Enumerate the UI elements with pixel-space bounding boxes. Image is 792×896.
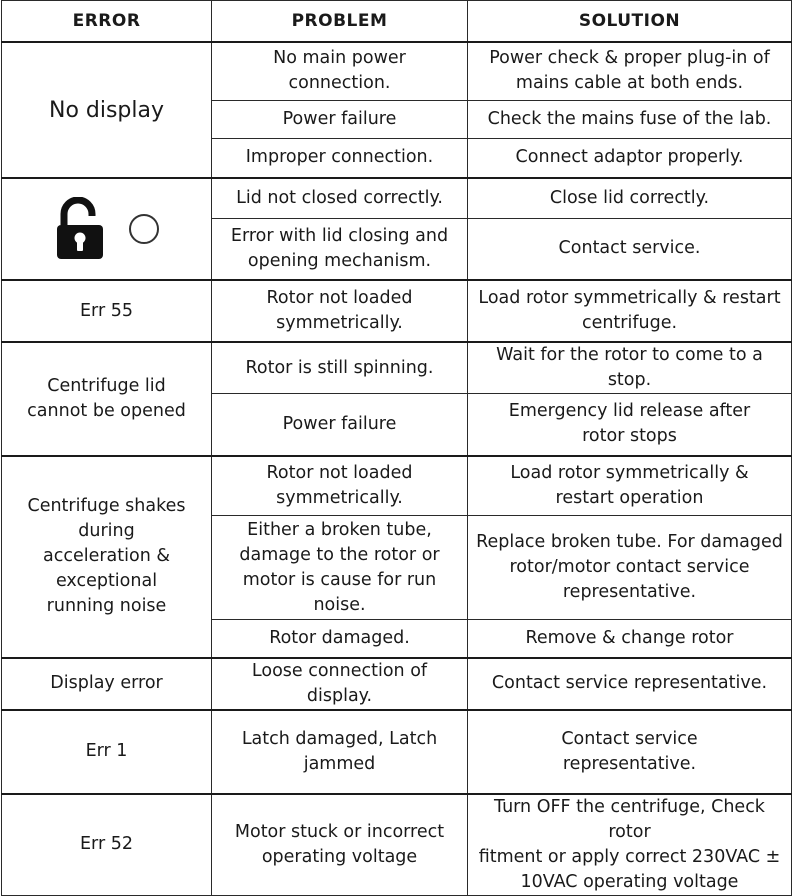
solution-cell: Load rotor symmetrically & restart operation [468, 456, 792, 516]
error-cell: Err 52 [2, 794, 212, 896]
problem-cell: Rotor not loaded symmetrically. [212, 280, 468, 342]
problem-cell: Error with lid closing and opening mechanism. [212, 218, 468, 280]
solution-cell: Contact service. [468, 218, 792, 280]
solution-cell: Turn OFF the centrifuge, Check rotor fitment or apply correct 230VAC ± 10VAC operating voltage [468, 794, 792, 896]
circle-icon [129, 214, 159, 244]
problem-cell: Latch damaged, Latch jammed [212, 710, 468, 794]
problem-cell: Loose connection of display. [212, 658, 468, 710]
problem-cell: Rotor is still spinning. [212, 342, 468, 394]
table-row [2, 178, 792, 218]
solution-cell: Close lid correctly. [468, 178, 792, 218]
solution-cell: Remove & change rotor [468, 620, 792, 658]
table-row [2, 658, 792, 710]
table-row [2, 456, 792, 516]
error-cell: Err 1 [2, 710, 212, 794]
problem-cell: Rotor damaged. [212, 620, 468, 658]
error-cell: Err 55 [2, 280, 212, 342]
solution-cell: Power check & proper plug-in of mains cable at both ends. [468, 42, 792, 100]
error-cell: Display error [2, 658, 212, 710]
table-row [2, 342, 792, 394]
problem-cell: Either a broken tube, damage to the rotor or motor is cause for run noise. [212, 516, 468, 620]
problem-cell: Power failure [212, 100, 468, 138]
problem-cell: Lid not closed correctly. [212, 178, 468, 218]
header-solution: SOLUTION [468, 1, 792, 43]
solution-cell: Replace broken tube. For damaged rotor/motor contact service representative. [468, 516, 792, 620]
table-row [2, 794, 792, 896]
troubleshooting-table [1, 0, 792, 896]
table-row [2, 710, 792, 794]
table-row [2, 280, 792, 342]
table-row [2, 42, 792, 100]
problem-cell: Improper connection. [212, 138, 468, 178]
solution-cell: Contact service representative. [468, 710, 792, 794]
solution-cell: Load rotor symmetrically & restart centrifuge. [468, 280, 792, 342]
error-cell: Centrifuge lid cannot be opened [2, 342, 212, 456]
lock-icon [55, 197, 105, 261]
solution-cell: Check the mains fuse of the lab. [468, 100, 792, 138]
problem-cell: Motor stuck or incorrect operating voltage [212, 794, 468, 896]
solution-cell: Connect adaptor properly. [468, 138, 792, 178]
header-row [2, 1, 792, 43]
solution-cell: Emergency lid release after rotor stops [468, 394, 792, 456]
error-cell: No display [2, 42, 212, 178]
solution-cell: Wait for the rotor to come to a stop. [468, 342, 792, 394]
error-cell [2, 178, 212, 280]
problem-cell: Power failure [212, 394, 468, 456]
problem-cell: No main power connection. [212, 42, 468, 100]
header-problem: PROBLEM [212, 1, 468, 43]
error-cell: Centrifuge shakes during acceleration & exceptional running noise [2, 456, 212, 658]
solution-cell: Contact service representative. [468, 658, 792, 710]
header-error: ERROR [2, 1, 212, 43]
problem-cell: Rotor not loaded symmetrically. [212, 456, 468, 516]
